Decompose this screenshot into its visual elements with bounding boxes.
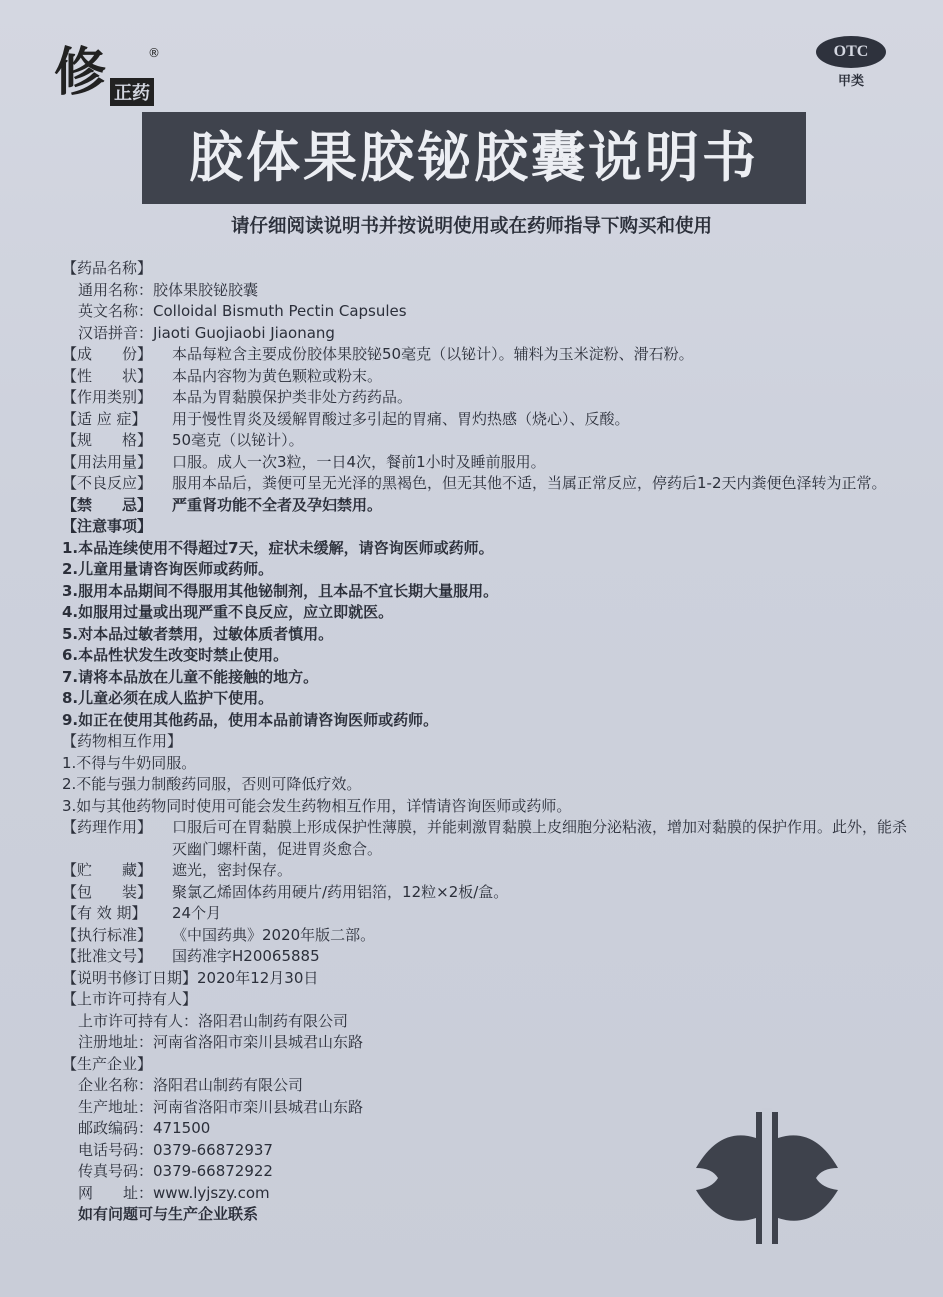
field-label: 【包 装】 — [62, 882, 153, 901]
field-label: 【药理作用】 — [62, 818, 153, 836]
section-heading — [62, 516, 912, 538]
list-item: 2.不能与强力制酸药同服，否则可降低疗效。 — [62, 775, 362, 793]
manufacturer-value: 0379-66872922 — [153, 1162, 273, 1180]
list-item: 9.如正在使用其他药品，使用本品前请咨询医师或药师。 — [62, 710, 439, 729]
section-heading — [62, 258, 912, 280]
manufacturer-label: 邮政编码： — [78, 1119, 154, 1137]
holder-address-value: 河南省洛阳市栾川县城君山东路 — [153, 1033, 364, 1051]
field-value: 口服后可在胃黏膜上形成保护性薄膜，并能刺激胃黏膜上皮细胞分泌粘液，增加对黏膜的保护作用。此外，能杀灭幽门螺杆菌，促进胃炎愈合。 — [172, 818, 908, 858]
english-name-value: Colloidal Bismuth Pectin Capsules — [153, 302, 407, 320]
manufacturer-label: 网 址： — [78, 1183, 154, 1202]
field-label: 【执行标准】 — [62, 925, 153, 944]
field-value: 50毫克（以铋计）。 — [172, 431, 304, 449]
manufacturer-value: 471500 — [153, 1119, 211, 1137]
brand-logo — [40, 30, 170, 110]
field-value: 本品内容物为黄色颗粒或粉末。 — [172, 366, 383, 385]
field-label: 【成 份】 — [62, 345, 153, 363]
holder-address-row — [62, 1032, 912, 1054]
field-row — [62, 366, 912, 388]
field-label: 【性 状】 — [62, 366, 153, 385]
field-label: 【作用类别】 — [62, 388, 153, 406]
field-label: 【贮 藏】 — [62, 861, 153, 879]
field-row — [62, 817, 912, 860]
field-value: 24个月 — [172, 904, 222, 922]
field-value: 口服。成人一次3粒，一日4次，餐前1小时及睡前服用。 — [172, 452, 546, 471]
field-value: 遮光，密封保存。 — [172, 861, 293, 879]
list-item: 3.如与其他药物同时使用可能会发生药物相互作用，详情请咨询医师或药师。 — [62, 796, 572, 815]
section-heading — [62, 989, 912, 1011]
field-row — [62, 860, 912, 882]
field-row — [62, 430, 912, 452]
registered-mark: ® — [148, 46, 160, 60]
field-label: 【有 效 期】 — [62, 904, 147, 922]
holder-address-label: 注册地址： — [78, 1033, 154, 1051]
field-label: 【适 应 症】 — [62, 409, 147, 428]
field-row — [62, 344, 912, 366]
field-value: 聚氯乙烯固体药用硬片/药用铝箔，12粒×2板/盒。 — [172, 882, 509, 901]
holder-heading: 【上市许可持有人】 — [62, 990, 198, 1008]
otc-class: 甲类 — [837, 74, 864, 89]
list-item: 6.本品性状发生改变时禁止使用。 — [62, 646, 289, 664]
list-item: 5.对本品过敏者禁用，过敏体质者慎用。 — [62, 624, 334, 643]
precautions-heading: 【注意事项】 — [62, 517, 153, 535]
otc-badge — [816, 36, 892, 90]
field-row — [62, 409, 912, 431]
manufacturer-value: 0379-66872937 — [153, 1140, 273, 1159]
holder-name-row — [62, 1011, 912, 1033]
pinyin-name-row — [62, 323, 912, 345]
field-row — [62, 452, 912, 474]
field-label: 【规 格】 — [62, 431, 153, 449]
manufacturer-heading: 【生产企业】 — [62, 1054, 153, 1073]
field-value: 本品每粒含主要成份胶体果胶铋50毫克（以铋计）。辅料为玉米淀粉、滑石粉。 — [172, 345, 694, 363]
manufacturer-label: 生产地址： — [78, 1097, 154, 1116]
field-value: 本品为胃黏膜保护类非处方药药品。 — [172, 388, 413, 406]
manufacturer-row — [62, 1075, 912, 1097]
manufacturer-label: 企业名称： — [78, 1076, 154, 1094]
manufacturer-label: 电话号码： — [78, 1140, 154, 1159]
pinyin-name-value: Jiaoti Guojiaobi Jiaonang — [153, 323, 335, 342]
field-label: 【不良反应】 — [62, 474, 153, 492]
manufacturer-value: www.lyjszy.com — [153, 1183, 270, 1202]
generic-name-value: 胶体果胶铋胶囊 — [153, 280, 259, 299]
generic-name-label: 通用名称： — [78, 280, 154, 299]
field-row — [62, 968, 912, 990]
field-row — [62, 903, 912, 925]
field-value: 严重肾功能不全者及孕妇禁用。 — [172, 495, 383, 514]
field-row — [62, 495, 912, 517]
pinyin-name-label: 汉语拼音： — [78, 323, 154, 342]
manufacturer-value: 洛阳君山制药有限公司 — [153, 1076, 304, 1094]
list-item: 8.儿童必须在成人监护下使用。 — [62, 689, 274, 707]
holder-name-label: 上市许可持有人： — [78, 1011, 199, 1030]
field-value: 用于慢性胃炎及缓解胃酸过多引起的胃痛、胃灼热感（烧心）、反酸。 — [172, 409, 630, 428]
holder-name-value: 洛阳君山制药有限公司 — [198, 1011, 349, 1030]
list-item: 4.如服用过量或出现严重不良反应，应立即就医。 — [62, 603, 394, 621]
drug-name-heading: 【药品名称】 — [62, 259, 153, 277]
manufacturer-label: 传真号码： — [78, 1162, 154, 1180]
otc-oval: OTC — [816, 36, 886, 68]
field-row — [62, 946, 912, 968]
page-title: 胶体果胶铋胶囊说明书 — [142, 112, 806, 204]
list-item: 3.服用本品期间不得服用其他铋制剂，且本品不宜长期大量服用。 — [62, 581, 499, 600]
interactions-heading: 【药物相互作用】 — [62, 732, 183, 750]
field-row — [62, 387, 912, 409]
contact-note: 如有问题可与生产企业联系 — [78, 1205, 259, 1223]
english-name-row — [62, 301, 912, 323]
field-value: 服用本品后，粪便可呈无光泽的黑褐色，但无其他不适，当属正常反应，停药后1-2天内粪便色泽转为正常。 — [172, 474, 887, 492]
generic-name-row — [62, 280, 912, 302]
field-label: 【禁 忌】 — [62, 495, 153, 514]
company-emblem-icon — [692, 1108, 842, 1248]
manufacturer-value: 河南省洛阳市栾川县城君山东路 — [153, 1097, 364, 1116]
logo-box-text: 正药 — [110, 78, 154, 106]
field-label: 【批准文号】 — [62, 947, 153, 965]
field-row — [62, 882, 912, 904]
logo-glyph: 修 — [54, 42, 101, 103]
field-value: 2020年12月30日 — [197, 968, 319, 987]
english-name-label: 英文名称： — [78, 302, 154, 320]
field-row — [62, 925, 912, 947]
field-label: 【说明书修订日期】 — [62, 968, 198, 987]
list-item: 1.不得与牛奶同服。 — [62, 753, 197, 772]
field-value: 《中国药典》2020年版二部。 — [172, 925, 376, 944]
section-heading — [62, 731, 912, 753]
section-heading — [62, 1054, 912, 1076]
list-item: 7.请将本品放在儿童不能接触的地方。 — [62, 667, 319, 686]
list-item: 2.儿童用量请咨询医师或药师。 — [62, 560, 274, 578]
leaflet-content — [62, 258, 912, 1226]
page-subtitle: 请仔细阅读说明书并按说明使用或在药师指导下购买和使用 — [230, 216, 712, 237]
field-value: 国药准字H20065885 — [172, 947, 320, 965]
field-row — [62, 473, 912, 495]
list-item: 1.本品连续使用不得超过7天，症状未缓解，请咨询医师或药师。 — [62, 538, 494, 557]
field-label: 【用法用量】 — [62, 452, 153, 471]
